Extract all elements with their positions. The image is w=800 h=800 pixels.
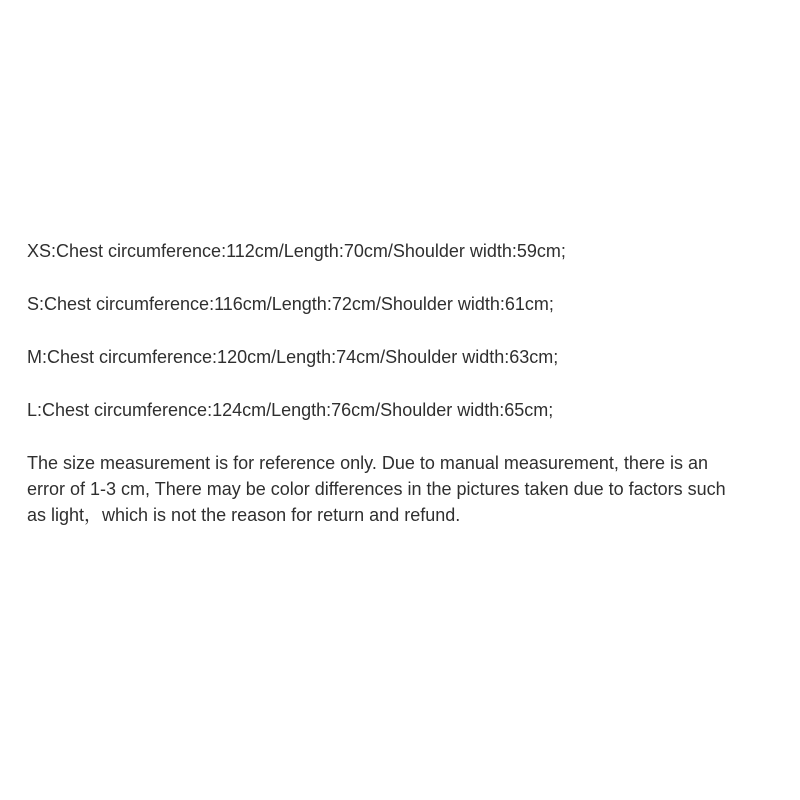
note-line: The size measurement is for reference only. Due to manual measurement, there is an [27, 453, 708, 473]
note-line: error of 1-3 cm, There may be color differences in the pictures taken due to factors such [27, 479, 726, 499]
size-s-line: S:Chest circumference:116cm/Length:72cm/Shoulder width:61cm; [27, 294, 554, 314]
size-chart [27, 238, 787, 528]
measurement-note [27, 450, 787, 528]
size-m-line: M:Chest circumference:120cm/Length:74cm/Shoulder width:63cm; [27, 347, 559, 367]
size-l-line: L:Chest circumference:124cm/Length:76cm/Shoulder width:65cm; [27, 400, 554, 420]
note-line: as light，which is not the reason for return and refund. [27, 505, 461, 525]
size-xs-line: XS:Chest circumference:112cm/Length:70cm/Shoulder width:59cm; [27, 241, 566, 261]
